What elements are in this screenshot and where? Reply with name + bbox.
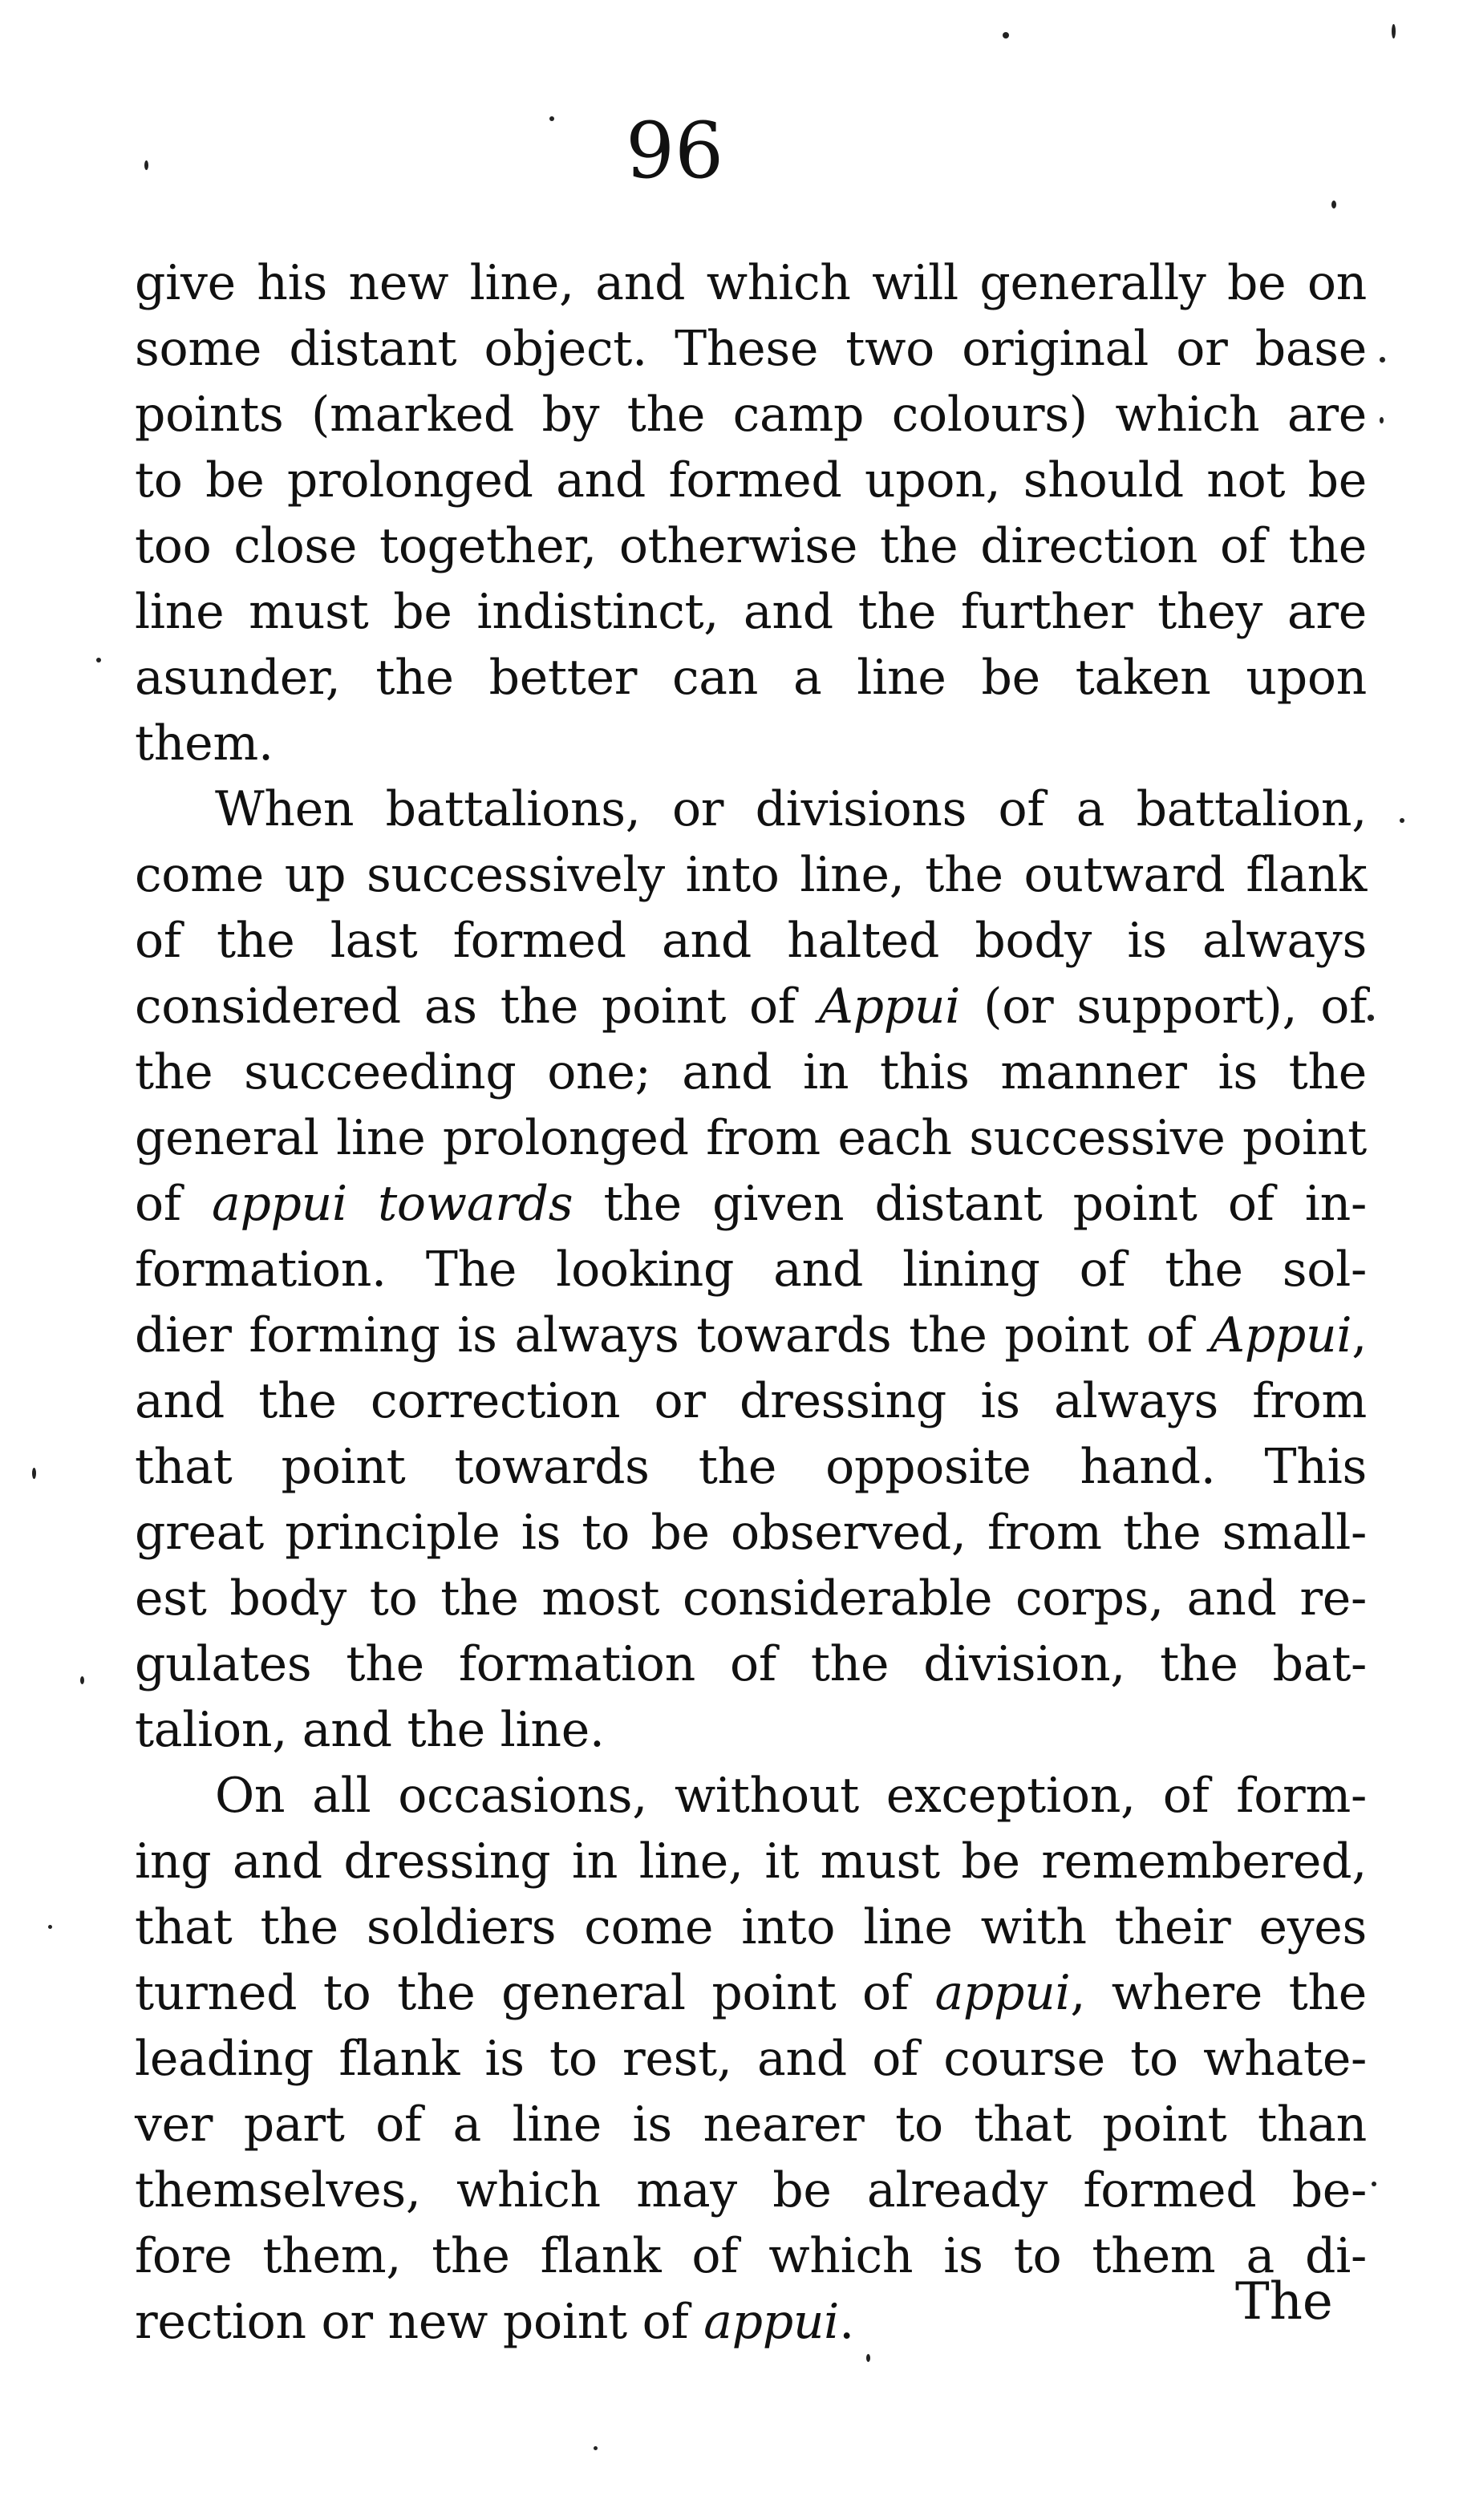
- scan-speck: [1372, 2182, 1376, 2186]
- italic-term: Appui: [1210, 1307, 1352, 1363]
- catchword: The: [1235, 2272, 1333, 2332]
- text-line: points (marked by the camp colours) which are: [135, 387, 1367, 443]
- scan-speck: [866, 2354, 870, 2362]
- text-line: rection or new point of appui.: [135, 2294, 854, 2350]
- text-line: that point towards the opposite hand. This: [135, 1439, 1367, 1495]
- page-number: 96: [626, 106, 724, 196]
- text-line: general line prolonged from each successive point: [135, 1110, 1367, 1166]
- scan-speck: [549, 116, 554, 121]
- text-line: line must be indistinct, and the further they are: [135, 584, 1367, 640]
- text-line: asunder, the better can a line be taken upon: [135, 650, 1367, 706]
- text-line: gulates the formation of the division, the bat-: [135, 1636, 1367, 1692]
- text-line: ver part of a line is nearer to that point than: [135, 2097, 1367, 2153]
- scan-speck: [1400, 818, 1404, 823]
- text-line: considered as the point of Appui (or support), of: [135, 978, 1367, 1035]
- scan-speck: [32, 1468, 36, 1479]
- text-line: talion, and the line.: [135, 1702, 605, 1758]
- scan-speck: [1331, 201, 1336, 209]
- paragraph-start-line: When battalions, or divisions of a battalion,: [215, 781, 1367, 837]
- text-line: turned to the general point of appui, where the: [135, 1965, 1367, 2021]
- scan-speck: [144, 160, 148, 170]
- text-line: fore them, the flank of which is to them a di-: [135, 2228, 1367, 2284]
- scan-speck: [1003, 32, 1009, 38]
- paragraph-start-line: On all occasions, without exception, of form-: [215, 1768, 1367, 1824]
- scan-speck: [594, 2446, 598, 2450]
- text-line: great principle is to be observed, from the small-: [135, 1505, 1367, 1561]
- body-text: [135, 250, 1367, 2355]
- scan-speck: [1380, 417, 1384, 423]
- text-line: dier forming is always towards the point of Appui,: [135, 1307, 1367, 1363]
- text-line: come up successively into line, the outward flank: [135, 847, 1367, 903]
- italic-term: appui: [211, 1176, 347, 1232]
- scan-speck: [96, 658, 101, 662]
- text-line: of the last formed and halted body is always: [135, 913, 1367, 969]
- italic-term: appui: [703, 2294, 840, 2350]
- scan-speck: [48, 1925, 52, 1929]
- text-line: give his new line, and which will generally be on: [135, 255, 1367, 311]
- text-line: them.: [135, 715, 274, 772]
- text-line: and the correction or dressing is always from: [135, 1373, 1367, 1429]
- text-line: themselves, which may be already formed be-: [135, 2162, 1367, 2218]
- text-line: some distant object. These two original or base: [135, 321, 1367, 377]
- italic-term: appui: [934, 1965, 1071, 2021]
- text-line: to be prolonged and formed upon, should not be: [135, 452, 1367, 508]
- scan-speck: [1368, 1015, 1374, 1021]
- italic-term: Appui: [818, 978, 961, 1035]
- text-line: that the soldiers come into line with their eyes: [135, 1899, 1367, 1955]
- text-line: ing and dressing in line, it must be remembered,: [135, 1833, 1367, 1890]
- text-line: the succeeding one; and in this manner is the: [135, 1044, 1367, 1100]
- scan-speck: [1392, 24, 1396, 38]
- text-line: est body to the most considerable corps, and re-: [135, 1570, 1367, 1627]
- text-line: of appui towards the given distant point of in-: [135, 1176, 1367, 1232]
- text-line: leading flank is to rest, and of course to whate-: [135, 2031, 1367, 2087]
- scan-speck: [80, 1676, 84, 1684]
- scan-speck: [1380, 357, 1385, 363]
- italic-term: towards: [378, 1176, 573, 1232]
- text-line: too close together, otherwise the direction of the: [135, 518, 1367, 574]
- text-line: formation. The looking and lining of the sol-: [135, 1242, 1367, 1298]
